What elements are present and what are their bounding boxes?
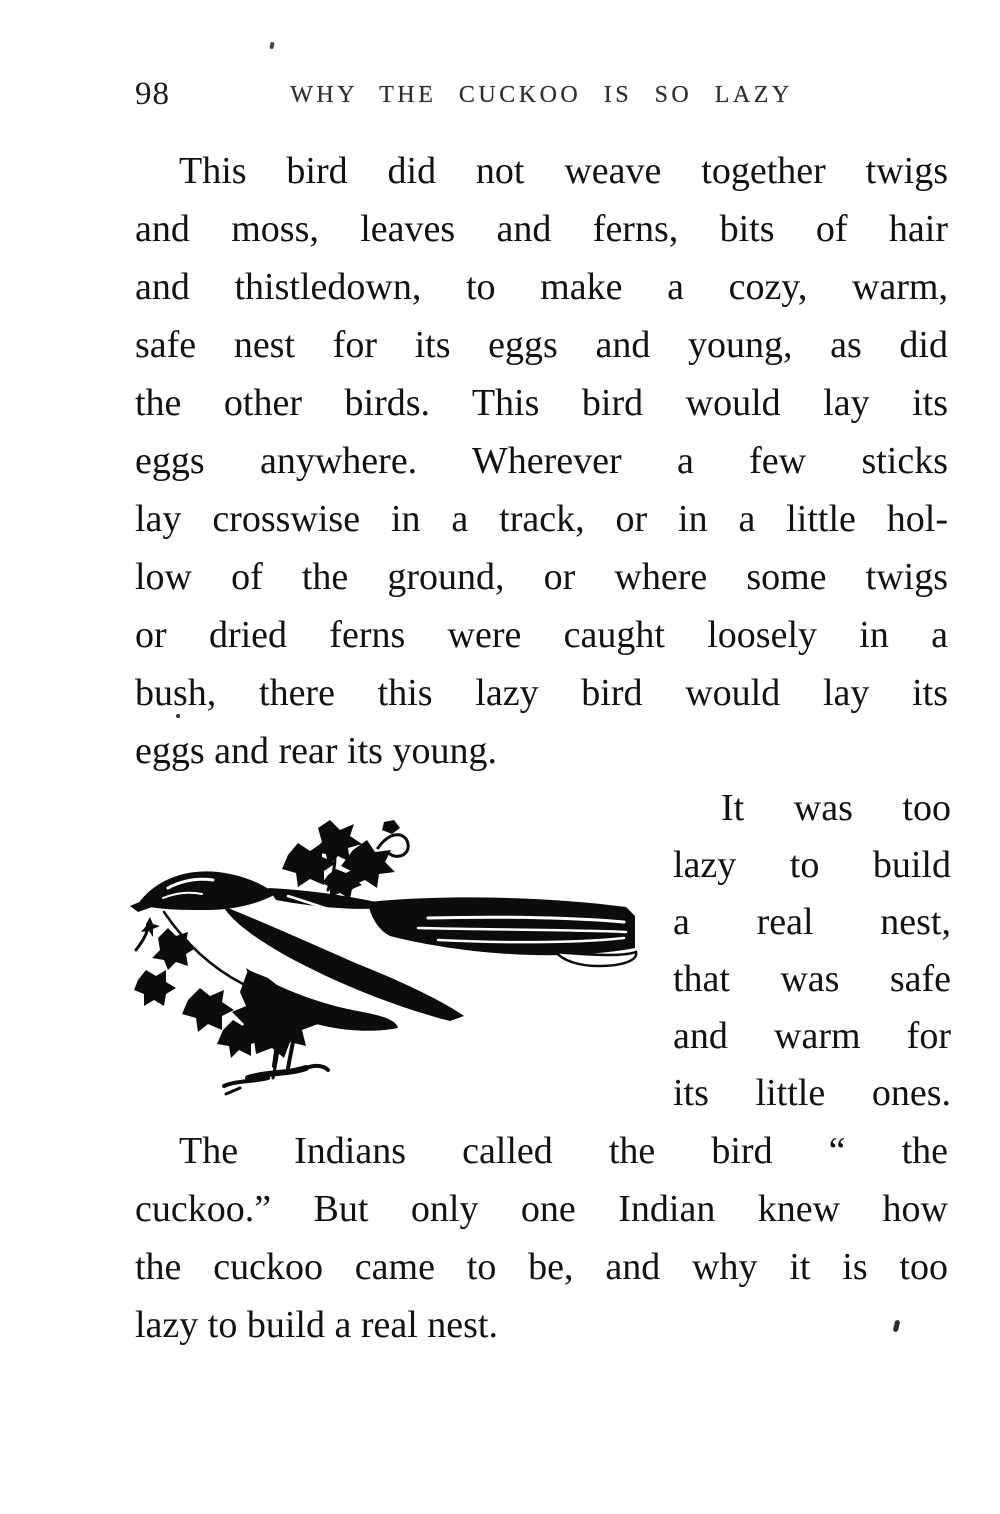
- text-line: eggs anywhere. Wherever a few sticks: [135, 440, 948, 482]
- text-line: cuckoo.” But only one Indian knew how: [135, 1188, 948, 1230]
- text-line: a real nest,: [673, 901, 951, 943]
- text-line: lazy to build: [673, 844, 951, 886]
- cuckoo-bird-drawing: [128, 820, 673, 1120]
- text-line: lazy to build a real nest.: [135, 1304, 498, 1346]
- page-number: 98: [135, 76, 170, 112]
- text-line: eggs and rear its young.: [135, 730, 497, 772]
- text-line: bush, there this lazy bird would lay its: [135, 672, 948, 714]
- text-line: and moss, leaves and ferns, bits of hair: [135, 208, 948, 250]
- text-line: It was too: [721, 787, 951, 829]
- text-line: the other birds. This bird would lay its: [135, 382, 948, 424]
- wrapped-paragraph: [673, 780, 951, 1122]
- text-line: This bird did not weave together twigs: [179, 150, 948, 192]
- illustration-row: [135, 780, 951, 1122]
- text-line: and warm for: [673, 1015, 951, 1057]
- text-line: lay crosswise in a track, or in a little hol-: [135, 498, 948, 540]
- text-line: that was safe: [673, 958, 951, 1000]
- cuckoo-illustration: [128, 780, 673, 1125]
- text-line: low of the ground, or where some twigs: [135, 556, 948, 598]
- page-header: [135, 78, 948, 112]
- text-line: the cuckoo came to be, and why it is too: [135, 1246, 948, 1288]
- paragraph-one: [135, 142, 948, 780]
- text-line: safe nest for its eggs and young, as did: [135, 324, 948, 366]
- text-line: The Indians called the bird “ the: [179, 1130, 948, 1172]
- text-line: and thistledown, to make a cozy, warm,: [135, 266, 948, 308]
- text-line: its little ones.: [673, 1072, 951, 1114]
- running-title: WHY THE CUCKOO IS SO LAZY: [290, 82, 793, 108]
- text-line: or dried ferns were caught loosely in a: [135, 614, 948, 656]
- paragraph-two: [135, 1122, 948, 1354]
